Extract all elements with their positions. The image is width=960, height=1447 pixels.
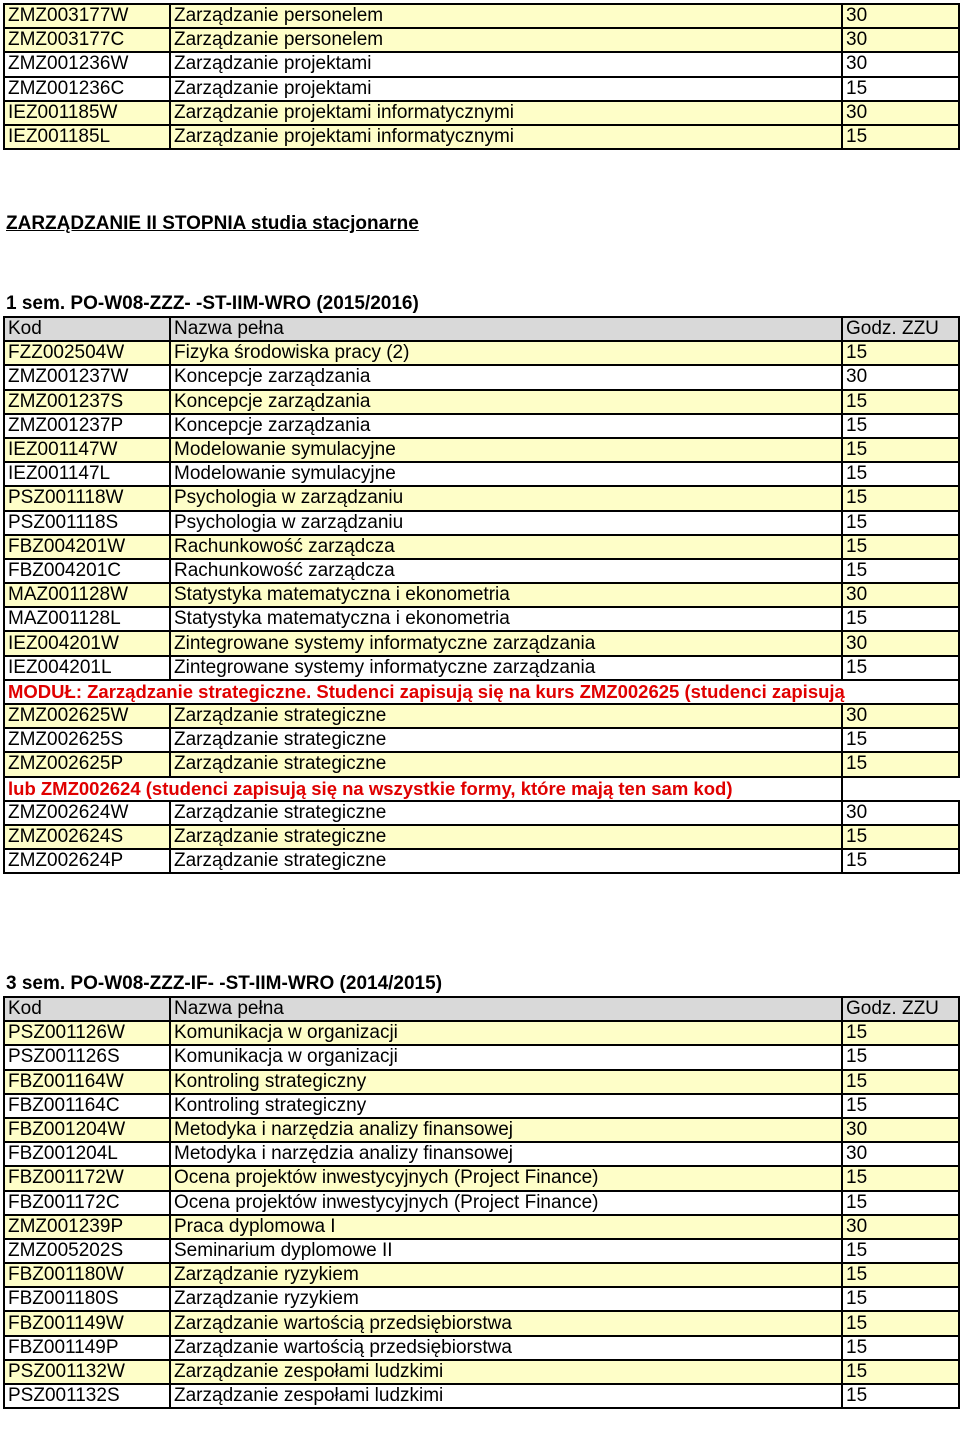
course-name: Psychologia w zarządzaniu <box>170 486 842 510</box>
course-row <box>4 101 959 125</box>
course-code: ZMZ002625W <box>4 704 170 728</box>
course-hours: 15 <box>842 559 959 583</box>
course-row <box>4 1166 959 1190</box>
course-code: FBZ001172C <box>4 1191 170 1215</box>
header-kod: Kod <box>4 317 170 341</box>
course-row <box>4 631 959 655</box>
course-hours: 15 <box>842 535 959 559</box>
course-code: FBZ004201W <box>4 535 170 559</box>
course-hours: 15 <box>842 849 959 873</box>
course-hours: 15 <box>842 77 959 101</box>
course-hours: 15 <box>842 486 959 510</box>
course-row <box>4 1191 959 1215</box>
course-name: Zarządzanie zespołami ludzkimi <box>170 1360 842 1384</box>
course-name: Zarządzanie projektami <box>170 77 842 101</box>
course-code: FBZ001180S <box>4 1287 170 1311</box>
course-name: Koncepcje zarządzania <box>170 365 842 389</box>
course-name: Zarządzanie strategiczne <box>170 825 842 849</box>
course-hours: 30 <box>842 4 959 28</box>
course-row <box>4 1336 959 1360</box>
course-name: Modelowanie symulacyjne <box>170 462 842 486</box>
sem3-title: 3 sem. PO-W08-ZZZ-IF- -ST-IIM-WRO (2014/2015) <box>6 973 443 994</box>
course-hours: 15 <box>842 1360 959 1384</box>
course-hours: 15 <box>842 1166 959 1190</box>
course-row <box>4 1045 959 1069</box>
course-name: Praca dyplomowa I <box>170 1215 842 1239</box>
course-row <box>4 1021 959 1045</box>
course-code: FBZ001180W <box>4 1263 170 1287</box>
sem3-table-wrap <box>3 996 958 1409</box>
course-hours: 15 <box>842 1094 959 1118</box>
course-code: IEZ004201L <box>4 656 170 680</box>
course-hours: 15 <box>842 1287 959 1311</box>
course-code: ZMZ001239P <box>4 1215 170 1239</box>
course-hours: 30 <box>842 1142 959 1166</box>
course-row <box>4 825 959 849</box>
sem1-table <box>3 316 960 874</box>
course-row <box>4 1311 959 1335</box>
course-row <box>4 1263 959 1287</box>
sem1-header-row <box>4 317 959 341</box>
course-hours: 15 <box>842 390 959 414</box>
course-row <box>4 77 959 101</box>
header-kod: Kod <box>4 997 170 1021</box>
course-row <box>4 1239 959 1263</box>
course-hours: 15 <box>842 728 959 752</box>
course-row <box>4 583 959 607</box>
course-row <box>4 511 959 535</box>
course-name: Zarządzanie personelem <box>170 4 842 28</box>
course-hours: 15 <box>842 1263 959 1287</box>
course-code: FBZ001204W <box>4 1118 170 1142</box>
course-code: FZZ002504W <box>4 341 170 365</box>
course-code: ZMZ001236C <box>4 77 170 101</box>
top-course-table <box>3 3 960 150</box>
course-code: ZMZ002625S <box>4 728 170 752</box>
course-hours: 15 <box>842 825 959 849</box>
course-name: Ocena projektów inwestycyjnych (Project Finance) <box>170 1166 842 1190</box>
course-row <box>4 704 959 728</box>
course-code: FBZ004201C <box>4 559 170 583</box>
course-name: Zarządzanie personelem <box>170 28 842 52</box>
course-code: PSZ001118S <box>4 511 170 535</box>
course-code: ZMZ001237S <box>4 390 170 414</box>
course-code: PSZ001126W <box>4 1021 170 1045</box>
course-code: ZMZ001237W <box>4 365 170 389</box>
modul-note-row <box>4 680 959 704</box>
course-code: FBZ001149W <box>4 1311 170 1335</box>
course-hours: 30 <box>842 583 959 607</box>
course-hours: 15 <box>842 1021 959 1045</box>
course-name: Koncepcje zarządzania <box>170 414 842 438</box>
course-name: Statystyka matematyczna i ekonometria <box>170 583 842 607</box>
course-row <box>4 849 959 873</box>
course-row <box>4 1142 959 1166</box>
course-code: ZMZ003177C <box>4 28 170 52</box>
course-row <box>4 462 959 486</box>
course-name: Zarządzanie strategiczne <box>170 752 842 776</box>
course-hours: 30 <box>842 52 959 76</box>
course-code: ZMZ001237P <box>4 414 170 438</box>
lub-note: lub ZMZ002624 (studenci zapisują się na wszystkie formy, które mają ten sam kod) <box>4 777 842 801</box>
course-row <box>4 486 959 510</box>
lub-note-empty <box>842 777 959 801</box>
sem1-rows <box>4 341 959 680</box>
course-code: FBZ001204L <box>4 1142 170 1166</box>
course-name: Fizyka środowiska pracy (2) <box>170 341 842 365</box>
sem1-modul-rows-b <box>4 801 959 874</box>
course-name: Zarządzanie projektami informatycznymi <box>170 125 842 149</box>
course-row <box>4 1360 959 1384</box>
course-hours: 15 <box>842 1070 959 1094</box>
course-row <box>4 438 959 462</box>
course-code: ZMZ002625P <box>4 752 170 776</box>
course-name: Psychologia w zarządzaniu <box>170 511 842 535</box>
sem1-modul-rows-a <box>4 704 959 777</box>
course-hours: 15 <box>842 125 959 149</box>
course-code: PSZ001132W <box>4 1360 170 1384</box>
course-row <box>4 728 959 752</box>
course-name: Zarządzanie ryzykiem <box>170 1287 842 1311</box>
course-code: ZMZ003177W <box>4 4 170 28</box>
course-code: FBZ001164W <box>4 1070 170 1094</box>
course-name: Kontroling strategiczny <box>170 1094 842 1118</box>
course-code: ZMZ002624P <box>4 849 170 873</box>
header-godz: Godz. ZZU <box>842 997 959 1021</box>
course-row <box>4 801 959 825</box>
course-hours: 15 <box>842 1045 959 1069</box>
course-code: FBZ001164C <box>4 1094 170 1118</box>
course-name: Komunikacja w organizacji <box>170 1045 842 1069</box>
course-hours: 30 <box>842 704 959 728</box>
course-row <box>4 341 959 365</box>
course-code: PSZ001126S <box>4 1045 170 1069</box>
course-hours: 30 <box>842 631 959 655</box>
course-name: Metodyka i narzędzia analizy finansowej <box>170 1118 842 1142</box>
course-name: Zarządzanie strategiczne <box>170 849 842 873</box>
course-row <box>4 607 959 631</box>
course-hours: 30 <box>842 801 959 825</box>
course-row <box>4 4 959 28</box>
course-hours: 15 <box>842 1384 959 1408</box>
top-course-table-wrap <box>3 3 958 150</box>
course-code: IEZ001147W <box>4 438 170 462</box>
course-hours: 15 <box>842 1191 959 1215</box>
course-row <box>4 656 959 680</box>
course-code: MAZ001128W <box>4 583 170 607</box>
course-hours: 15 <box>842 1336 959 1360</box>
course-hours: 30 <box>842 101 959 125</box>
course-row <box>4 752 959 776</box>
course-row <box>4 52 959 76</box>
course-name: Rachunkowość zarządcza <box>170 559 842 583</box>
course-row <box>4 390 959 414</box>
course-name: Zarządzanie strategiczne <box>170 704 842 728</box>
sem1-title: 1 sem. PO-W08-ZZZ- -ST-IIM-WRO (2015/2016) <box>6 293 419 314</box>
course-code: IEZ001147L <box>4 462 170 486</box>
course-name: Rachunkowość zarządcza <box>170 535 842 559</box>
course-row <box>4 559 959 583</box>
course-row <box>4 1287 959 1311</box>
course-name: Statystyka matematyczna i ekonometria <box>170 607 842 631</box>
course-hours: 30 <box>842 28 959 52</box>
course-name: Zarządzanie wartością przedsiębiorstwa <box>170 1336 842 1360</box>
course-row <box>4 535 959 559</box>
sem3-header-row <box>4 997 959 1021</box>
course-name: Zarządzanie strategiczne <box>170 801 842 825</box>
course-name: Zarządzanie projektami informatycznymi <box>170 101 842 125</box>
course-hours: 30 <box>842 1118 959 1142</box>
lub-note-row <box>4 777 959 801</box>
sem3-rows <box>4 1021 959 1408</box>
course-hours: 30 <box>842 1215 959 1239</box>
course-row <box>4 1094 959 1118</box>
course-code: ZMZ002624W <box>4 801 170 825</box>
course-row <box>4 125 959 149</box>
course-hours: 15 <box>842 607 959 631</box>
sem1-table-wrap <box>3 316 958 874</box>
course-code: ZMZ005202S <box>4 1239 170 1263</box>
course-hours: 15 <box>842 438 959 462</box>
sem3-table <box>3 996 960 1409</box>
sem1-table-body <box>4 317 959 341</box>
sem1-modul-note-body <box>4 680 959 704</box>
course-name: Ocena projektów inwestycyjnych (Project Finance) <box>170 1191 842 1215</box>
course-code: ZMZ002624S <box>4 825 170 849</box>
course-row <box>4 1215 959 1239</box>
course-row <box>4 365 959 389</box>
course-hours: 15 <box>842 656 959 680</box>
course-row <box>4 1384 959 1408</box>
course-code: PSZ001132S <box>4 1384 170 1408</box>
course-name: Komunikacja w organizacji <box>170 1021 842 1045</box>
course-row <box>4 28 959 52</box>
section-title: ZARZĄDZANIE II STOPNIA studia stacjonarne <box>6 213 419 234</box>
course-code: IEZ004201W <box>4 631 170 655</box>
header-nazwa: Nazwa pełna <box>170 997 842 1021</box>
course-code: FBZ001149P <box>4 1336 170 1360</box>
header-godz: Godz. ZZU <box>842 317 959 341</box>
modul-note: MODUŁ: Zarządzanie strategiczne. Studenci zapisują się na kurs ZMZ002625 (studenci zapisują <box>4 680 959 704</box>
course-row <box>4 1070 959 1094</box>
course-code: PSZ001118W <box>4 486 170 510</box>
course-name: Zarządzanie strategiczne <box>170 728 842 752</box>
course-hours: 15 <box>842 511 959 535</box>
course-hours: 15 <box>842 1311 959 1335</box>
course-name: Modelowanie symulacyjne <box>170 438 842 462</box>
course-hours: 15 <box>842 462 959 486</box>
course-row <box>4 414 959 438</box>
course-name: Koncepcje zarządzania <box>170 390 842 414</box>
course-name: Seminarium dyplomowe II <box>170 1239 842 1263</box>
course-name: Zarządzanie wartością przedsiębiorstwa <box>170 1311 842 1335</box>
header-nazwa: Nazwa pełna <box>170 317 842 341</box>
course-code: ZMZ001236W <box>4 52 170 76</box>
course-name: Zintegrowane systemy informatyczne zarządzania <box>170 631 842 655</box>
course-code: MAZ001128L <box>4 607 170 631</box>
course-name: Zarządzanie ryzykiem <box>170 1263 842 1287</box>
sem1-lub-note-body <box>4 777 959 801</box>
course-code: FBZ001172W <box>4 1166 170 1190</box>
course-hours: 30 <box>842 365 959 389</box>
course-name: Metodyka i narzędzia analizy finansowej <box>170 1142 842 1166</box>
course-hours: 15 <box>842 341 959 365</box>
course-name: Zintegrowane systemy informatyczne zarządzania <box>170 656 842 680</box>
course-name: Kontroling strategiczny <box>170 1070 842 1094</box>
course-code: IEZ001185L <box>4 125 170 149</box>
course-hours: 15 <box>842 1239 959 1263</box>
course-row <box>4 1118 959 1142</box>
top-course-table-body <box>4 4 959 149</box>
course-hours: 15 <box>842 414 959 438</box>
sem3-table-body <box>4 997 959 1021</box>
course-hours: 15 <box>842 752 959 776</box>
course-name: Zarządzanie projektami <box>170 52 842 76</box>
course-name: Zarządzanie zespołami ludzkimi <box>170 1384 842 1408</box>
course-code: IEZ001185W <box>4 101 170 125</box>
